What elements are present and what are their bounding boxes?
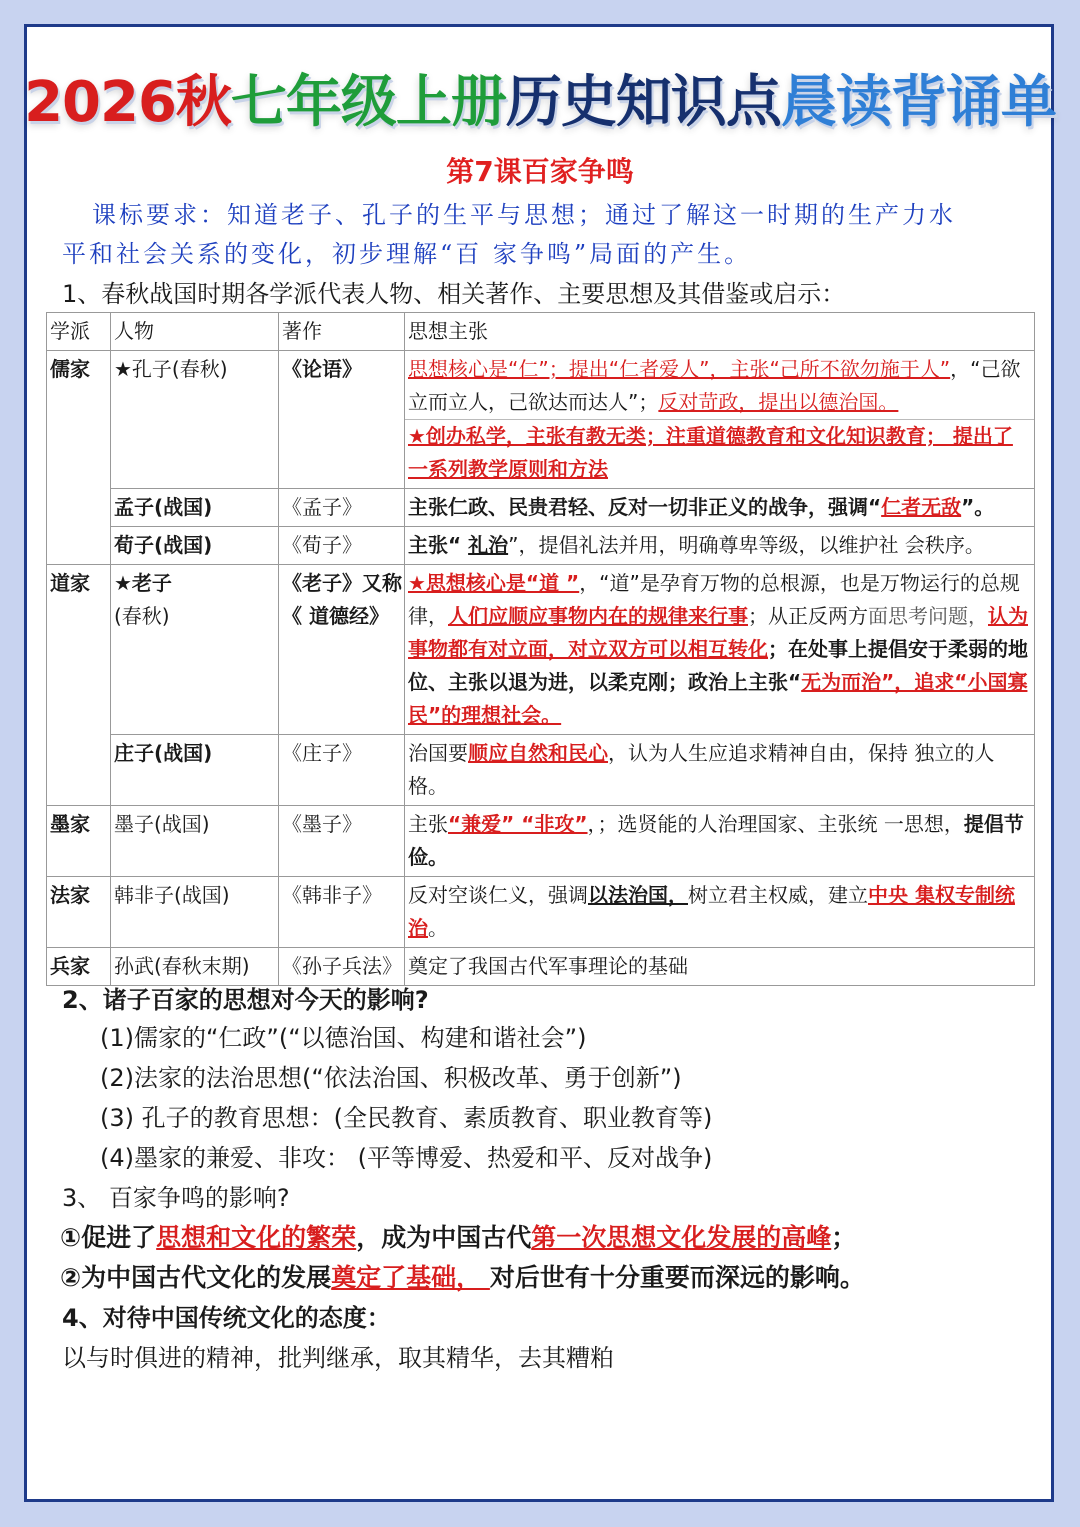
ideas-cell: 主张“兼爱” “非攻”，；选贤能的人治理国家、主张统 一思想，提倡节俭。: [405, 806, 1035, 877]
question-1-title: 1、春秋战国时期各学派代表人物、相关著作、主要思想及其借鉴或启示：: [62, 280, 846, 308]
question-3-title: 3、 百家争鸣的影响?: [62, 1184, 290, 1212]
ideas-cell: 反对空谈仁义，强调以法治国，树立君主权威，建立中央 集权专制统治。: [405, 877, 1035, 948]
impact-line-1: ①促进了思想和文化的繁荣，成为中国古代第一次思想文化发展的高峰；: [60, 1223, 857, 1252]
school-cell: 儒家: [47, 351, 111, 565]
table-row: [47, 565, 1035, 735]
table-row: [47, 351, 1035, 489]
person-cell: 孟子(战国): [111, 489, 279, 527]
title-part-4: 晨读背诵单: [780, 70, 1056, 135]
question-2-title: 2、诸子百家的思想对今天的影响?: [62, 986, 429, 1014]
ideas-cell: 思想核心是“仁”；提出“仁者爱人”，主张“己所不欲勿施于人”，“己欲立而立人，己欲达而达人”；反对苛政，提出以德治国。 ★创办私学，主张有教无类；注重道德教育和文化知识教育； 提出了一系列教学原则和方法: [405, 351, 1035, 489]
title-part-1: 2026秋: [24, 70, 231, 135]
table-row: [47, 489, 1035, 527]
school-cell: 法家: [47, 877, 111, 948]
list-item: (1)儒家的“仁政”(“以德治国、构建和谐社会”): [100, 1024, 587, 1052]
table-row: [47, 877, 1035, 948]
person-cell: 孙武(春秋末期): [111, 948, 279, 986]
question-4-answer: 以与时俱进的精神，批判继承，取其精华，去其糟粕: [62, 1344, 614, 1372]
ideas-cell: 奠定了我国古代军事理论的基础: [405, 948, 1035, 986]
question-4-title: 4、对待中国传统文化的态度：: [62, 1304, 391, 1332]
title-part-3: 历史知识点: [505, 70, 781, 135]
lesson-title: 第7课百家争鸣: [446, 155, 634, 188]
works-cell: 《韩非子》: [279, 877, 405, 948]
requirement-line-2: 平和社会关系的变化，初步理解“百 家争鸣”局面的产生。: [62, 240, 752, 268]
ideas-cell: 主张“ 礼治”，提倡礼法并用，明确尊卑等级，以维护社 会秩序。: [405, 527, 1035, 565]
person-cell: 荀子(战国): [111, 527, 279, 565]
person-cell: ★老子 (春秋): [111, 565, 279, 735]
list-item: (4)墨家的兼爱、非攻： (平等博爱、热爱和平、反对战争): [100, 1144, 713, 1172]
header-person: 人物: [111, 313, 279, 351]
header-works: 著作: [279, 313, 405, 351]
requirement-line-1: 课标要求：知道老子、孔子的生平与思想；通过了解这一时期的生产力水: [92, 201, 956, 229]
table-row: [47, 806, 1035, 877]
curriculum-requirement: [62, 196, 1024, 274]
ideas-cell: 主张仁政、民贵君轻、反对一切非正义的战争，强调“仁者无敌”。: [405, 489, 1035, 527]
works-cell: 《论语》: [279, 351, 405, 489]
list-item: (3) 孔子的教育思想：(全民教育、素质教育、职业教育等): [100, 1104, 713, 1132]
person-cell: 墨子(战国): [111, 806, 279, 877]
header-ideas: 思想主张: [405, 313, 1035, 351]
school-cell: 道家: [47, 565, 111, 806]
impact-line-2: ②为中国古代文化的发展奠定了基础， 对后世有十分重要而深远的影响。: [60, 1263, 865, 1292]
school-cell: 墨家: [47, 806, 111, 877]
works-cell: 《孟子》: [279, 489, 405, 527]
ideas-cell: 治国要顺应自然和民心，认为人生应追求精神自由，保持 独立的人格。: [405, 735, 1035, 806]
list-item: (2)法家的法治思想(“依法治国、积极改革、勇于创新”): [100, 1064, 682, 1092]
works-cell: 《孙子兵法》: [279, 948, 405, 986]
works-cell: 《庄子》: [279, 735, 405, 806]
works-cell: 《荀子》: [279, 527, 405, 565]
works-cell: 《老子》又称 《 道德经》: [279, 565, 405, 735]
schools-table: [46, 312, 1035, 986]
person-cell: ★孔子(春秋): [111, 351, 279, 489]
person-cell: 韩非子(战国): [111, 877, 279, 948]
title-part-2: 七年级上册: [230, 70, 506, 135]
school-cell: 兵家: [47, 948, 111, 986]
page-title: [0, 58, 1080, 138]
table-row: [47, 527, 1035, 565]
ideas-cell: ★思想核心是“道 ”，“道”是孕育万物的总根源，也是万物运行的总规律，人们应顺应事物内在的规律来行事；从正反两方面思考问题，认为事物都有对立面，对立双方可以相互转化；在处事上提倡安于柔弱的地位、主张以退为进，以柔克刚；政治上主张“无为而治”，追求“小国寡民”的理想社会。: [405, 565, 1035, 735]
person-cell: 庄子(战国): [111, 735, 279, 806]
table-header-row: [47, 313, 1035, 351]
works-cell: 《墨子》: [279, 806, 405, 877]
header-school: 学派: [47, 313, 111, 351]
table-row: [47, 735, 1035, 806]
